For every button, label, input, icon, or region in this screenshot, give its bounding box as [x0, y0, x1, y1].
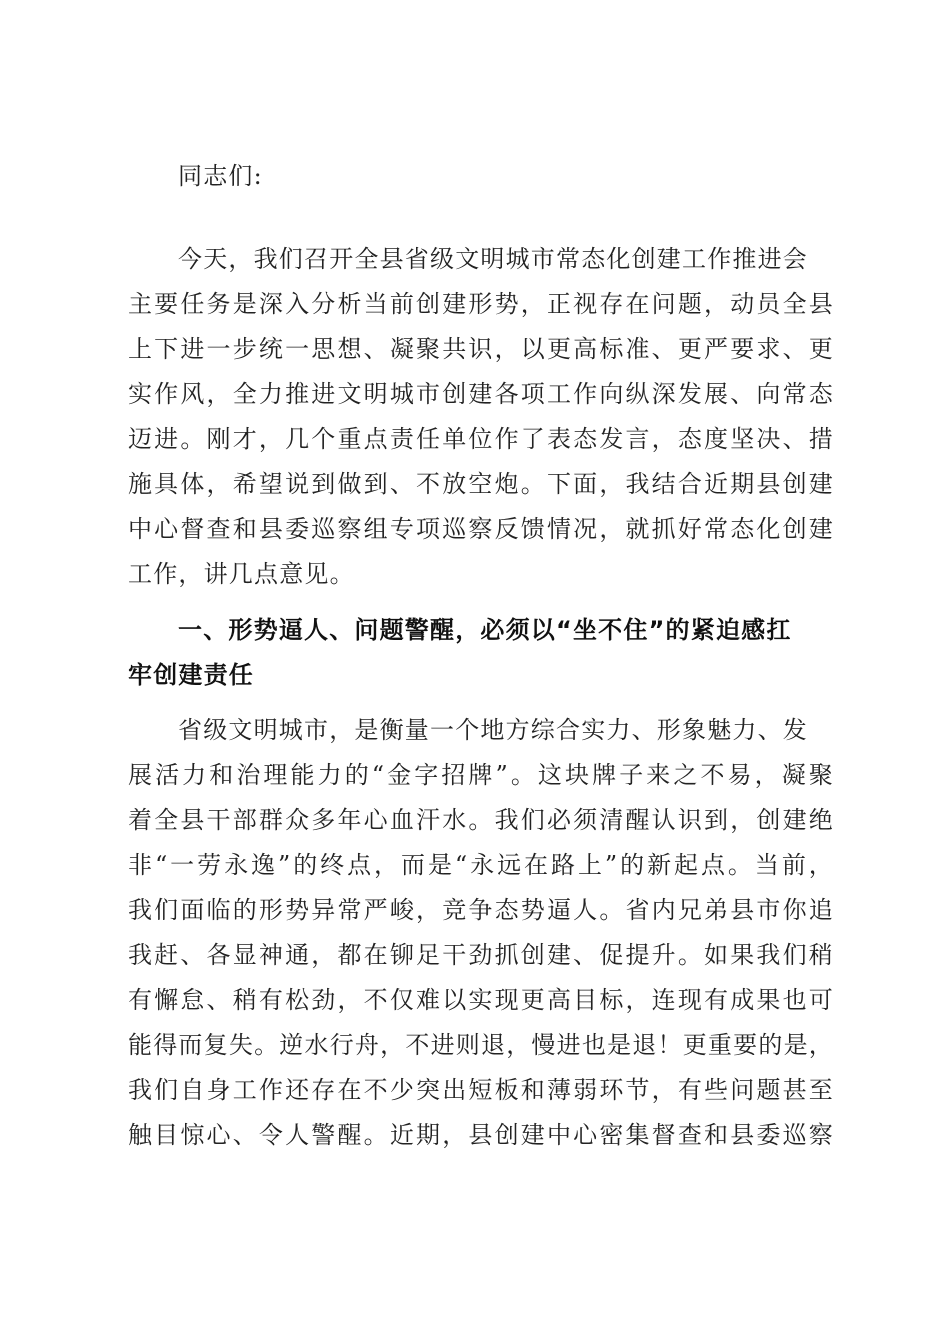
paragraph-line: 省级文明城市，是衡量一个地方综合实力、形象魅力、发 — [178, 716, 808, 744]
paragraph-line: 迈进。刚才，几个重点责任单位作了表态发言，态度坚决、措 — [128, 425, 834, 453]
paragraph-line: 有懈怠、稍有松劲，不仅难以实现更高目标，连现有成果也可 — [128, 986, 834, 1014]
paragraph-line: 中心督查和县委巡察组专项巡察反馈情况，就抓好常态化创建 — [128, 515, 834, 543]
paragraph-line: 展活力和治理能力的“金字招牌”。这块牌子来之不易，凝聚 — [128, 761, 834, 789]
section-heading: 一、形势逼人、问题警醒，必须以“坐不住”的紧迫感扛 — [178, 616, 792, 644]
paragraph-line: 我赶、各显神通，都在铆足干劲抓创建、促提升。如果我们稍 — [128, 941, 834, 969]
document-page — [128, 0, 834, 1344]
paragraph-line: 施具体，希望说到做到、不放空炮。下面，我结合近期县创建 — [128, 470, 834, 498]
paragraph-line: 能得而复失。逆水行舟，不进则退，慢进也是退！更重要的是， — [128, 1031, 834, 1059]
paragraph-line: 实作风，全力推进文明城市创建各项工作向纵深发展、向常态 — [128, 380, 834, 408]
paragraph-line: 上下进一步统一思想、凝聚共识，以更高标准、更严要求、更 — [128, 335, 834, 363]
paragraph-line: 我们面临的形势异常严峻，竞争态势逼人。省内兄弟县市你追 — [128, 896, 834, 924]
paragraph-line: 着全县干部群众多年心血汗水。我们必须清醒认识到，创建绝 — [128, 806, 834, 834]
paragraph-line: 非“一劳永逸”的终点，而是“永远在路上”的新起点。当前， — [128, 851, 834, 879]
salutation: 同志们: — [178, 162, 263, 190]
paragraph-line: 我们自身工作还存在不少突出短板和薄弱环节，有些问题甚至 — [128, 1076, 834, 1104]
section-heading: 牢创建责任 — [128, 661, 254, 689]
paragraph-line: 主要任务是深入分析当前创建形势，正视存在问题，动员全县 — [128, 290, 834, 318]
paragraph-line: 工作，讲几点意见。 — [128, 560, 355, 588]
paragraph-line: 触目惊心、令人警醒。近期，县创建中心密集督查和县委巡察 — [128, 1121, 834, 1149]
paragraph-line: 今天，我们召开全县省级文明城市常态化创建工作推进会 — [178, 245, 808, 273]
